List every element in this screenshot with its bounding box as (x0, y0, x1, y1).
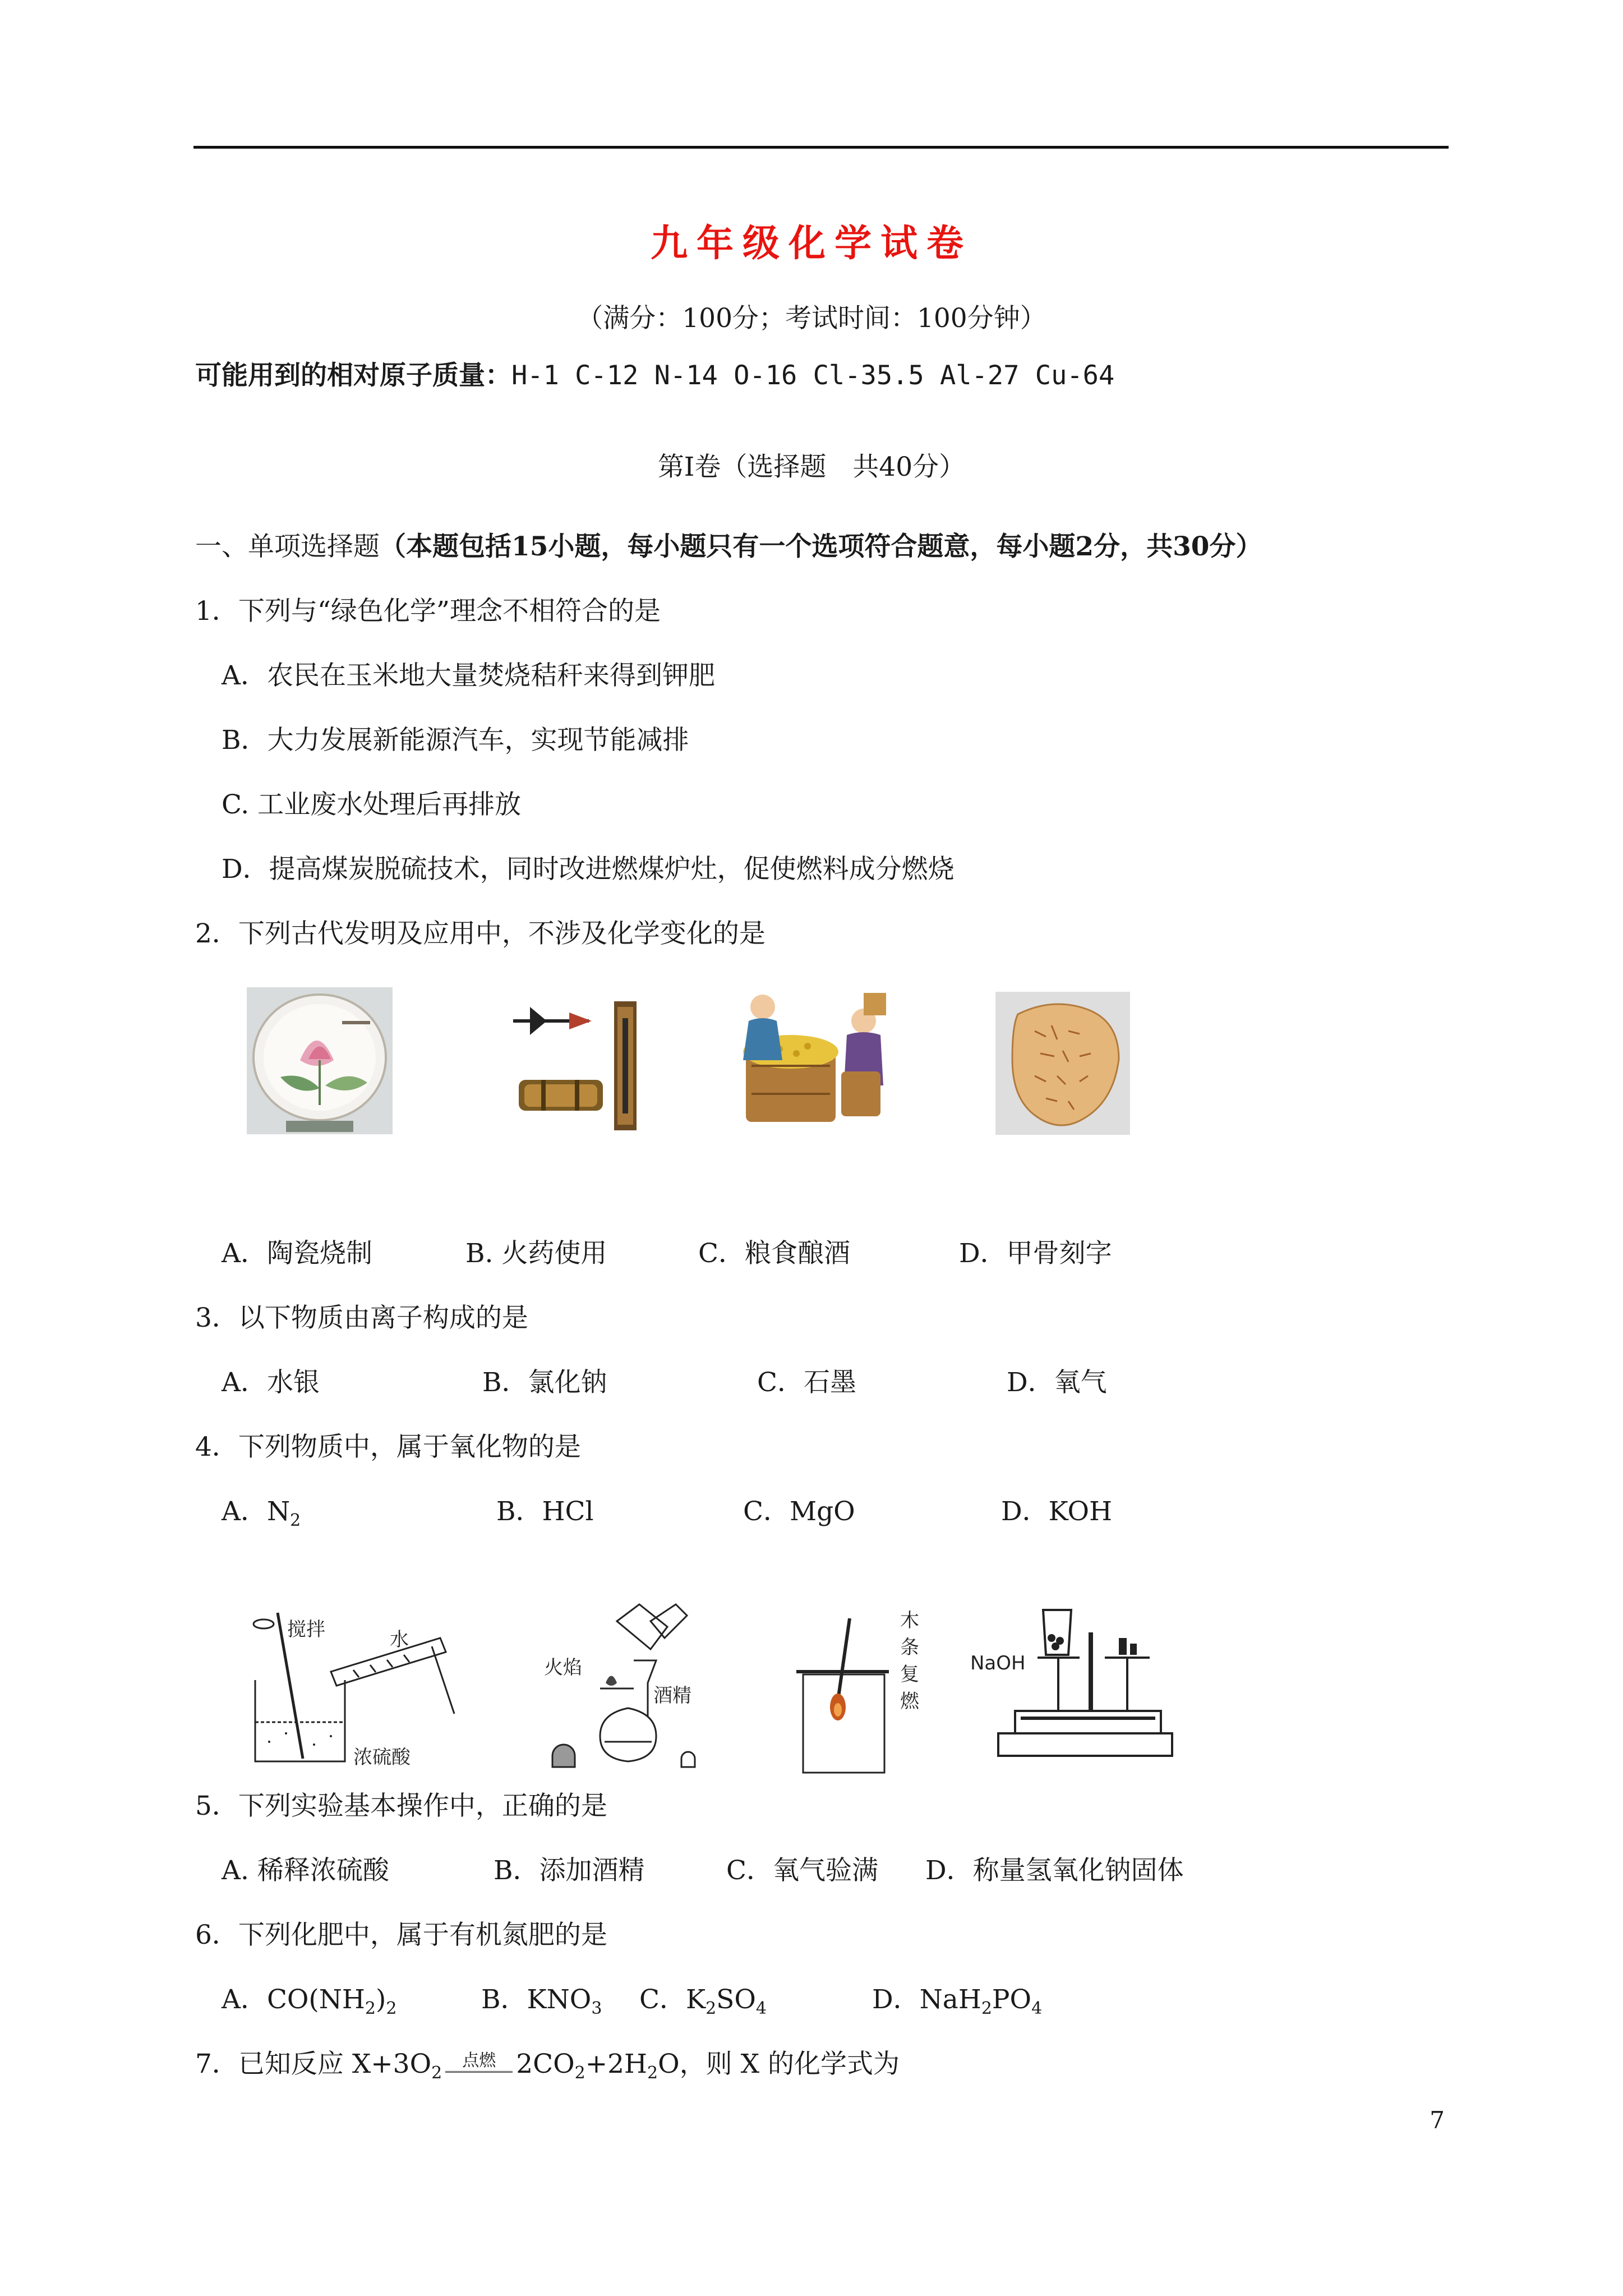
q6-c-sub1: 2 (706, 1999, 717, 2018)
q6-c-mid: SO (716, 1984, 756, 2015)
reaction-condition (445, 2047, 513, 2085)
q1-option-c: C. 工业废水处理后再排放 (222, 789, 522, 820)
q6-d-sub1: 2 (981, 1999, 992, 2018)
q2-option-d: D．甲骨刻字 (959, 1238, 1112, 1269)
q4-option-a (222, 1495, 301, 1538)
q6-option-c (639, 1983, 767, 2026)
q1-option-b: B．大力发展新能源汽车，实现节能减排 (222, 725, 689, 756)
add-alcohol-figure (538, 1599, 723, 1773)
q1-stem: 1．下列与“绿色化学”理念不相符合的是 (195, 596, 661, 627)
oxygen-test-figure (796, 1607, 931, 1775)
water-label: 水 (390, 1628, 409, 1651)
part-note: （本题包括15小题，每小题只有一个选项符合题意，每小题2分，共30分） (380, 531, 1262, 562)
q7-product1: 2CO (516, 2049, 575, 2079)
q5-option-a: A. 稀释浓硫酸 (222, 1855, 389, 1886)
q2-option-b: B. 火药使用 (465, 1238, 607, 1269)
condition-label: 点燃 (462, 2051, 496, 2070)
q7-reactants: 7．已知反应 X+3O (195, 2049, 432, 2079)
porcelain-plate-image (247, 987, 393, 1134)
q4-a-text: A．N (222, 1496, 291, 1527)
q5-option-c: C．氧气验满 (726, 1855, 878, 1886)
section-title: 第Ⅰ卷（选择题 共40分） (657, 452, 966, 482)
q1-option-d: D．提高煤炭脱硫技术，同时改进燃煤炉灶，促使燃料成分燃烧 (222, 854, 955, 885)
atomic-mass-line (195, 359, 1114, 393)
atomic-mass-label: 可能用到的相对原子质量： (195, 360, 511, 391)
q4-a-subscript: 2 (290, 1511, 301, 1530)
q7-co2-sub: 2 (574, 2063, 585, 2083)
q6-c-sub2: 4 (755, 1999, 767, 2018)
q6-option-a (222, 1983, 396, 2026)
stir-label: 搅拌 (287, 1618, 325, 1641)
q6-b-sub: 3 (591, 1999, 602, 2018)
q6-option-b (481, 1983, 602, 2026)
brewing-wine-image (729, 987, 897, 1136)
exam-info: （满分：100分；考试时间：100分钟） (577, 303, 1046, 334)
q6-a-text: A．CO(NH (222, 1984, 365, 2015)
q1-option-a: A．农民在玉米地大量焚烧秸秆来得到钾肥 (222, 660, 715, 691)
q6-stem: 6．下列化肥中，属于有机氮肥的是 (195, 1920, 607, 1950)
q6-d-mid: PO (992, 1984, 1032, 2015)
weigh-naoh-drawing (970, 1604, 1195, 1773)
gunpowder-weapon-image (508, 996, 642, 1133)
q5-option-d: D．称量氢氧化钠固体 (925, 1855, 1184, 1886)
q7-tail: O，则 X 的化学式为 (658, 2049, 900, 2079)
q3-option-c: C．石墨 (757, 1367, 856, 1398)
q2-option-a: A．陶瓷烧制 (222, 1238, 372, 1269)
q4-option-d: D．KOH (1001, 1496, 1113, 1527)
q6-b-text: B．KNO (481, 1984, 592, 2015)
dilute-acid-figure (247, 1602, 465, 1775)
q2-option-c: C．粮食酿酒 (698, 1238, 850, 1269)
q5-stem: 5．下列实验基本操作中，正确的是 (195, 1791, 607, 1821)
top-rule (193, 146, 1449, 149)
wood-relit-label: 木条复燃 (900, 1609, 919, 1713)
alcohol-label: 酒精 (653, 1685, 691, 1707)
oracle-bone-image (995, 992, 1130, 1135)
page-number: 7 (1430, 2106, 1445, 2134)
atomic-mass-values: H-1 C-12 N-14 O-16 Cl-35.5 Al-27 Cu-64 (511, 360, 1115, 391)
q3-stem: 3．以下物质由离子构成的是 (195, 1303, 528, 1333)
q7-h2o-sub: 2 (647, 2063, 658, 2083)
q7-o2-sub: 2 (431, 2063, 442, 2083)
q6-a-sub2: 2 (386, 1999, 397, 2018)
part-prefix: 一、单项选择题 (195, 531, 380, 562)
q6-c-text: C．K (639, 1984, 706, 2015)
q7-stem (195, 2047, 900, 2090)
naoh-label: NaOH (970, 1652, 1026, 1674)
q6-option-d (872, 1983, 1042, 2026)
equals-bar (445, 2071, 513, 2074)
q6-a-close: ) (375, 1984, 386, 2015)
q3-option-d: D．氧气 (1007, 1367, 1107, 1398)
flame-label: 火焰 (544, 1657, 582, 1679)
page-title: 九年级化学试卷 (651, 221, 972, 265)
q6-d-text: D．NaH (872, 1984, 981, 2015)
q6-d-sub2: 4 (1031, 1999, 1043, 2018)
q3-option-b: B．氯化钠 (482, 1367, 607, 1398)
q2-stem: 2．下列古代发明及应用中，不涉及化学变化的是 (195, 918, 766, 949)
part-heading (195, 530, 1262, 564)
q4-option-b: B．HCl (496, 1496, 594, 1527)
q4-stem: 4．下列物质中，属于氧化物的是 (195, 1432, 581, 1462)
q7-product2: +2H (585, 2049, 647, 2079)
q6-a-sub1: 2 (365, 1999, 376, 2018)
q5-option-b: B．添加酒精 (494, 1855, 645, 1886)
weigh-naoh-figure (970, 1604, 1195, 1773)
q4-option-c: C．MgO (743, 1496, 855, 1527)
add-alcohol-drawing (538, 1599, 723, 1773)
q3-option-a: A．水银 (222, 1367, 320, 1398)
acid-label: 浓硫酸 (353, 1746, 411, 1769)
